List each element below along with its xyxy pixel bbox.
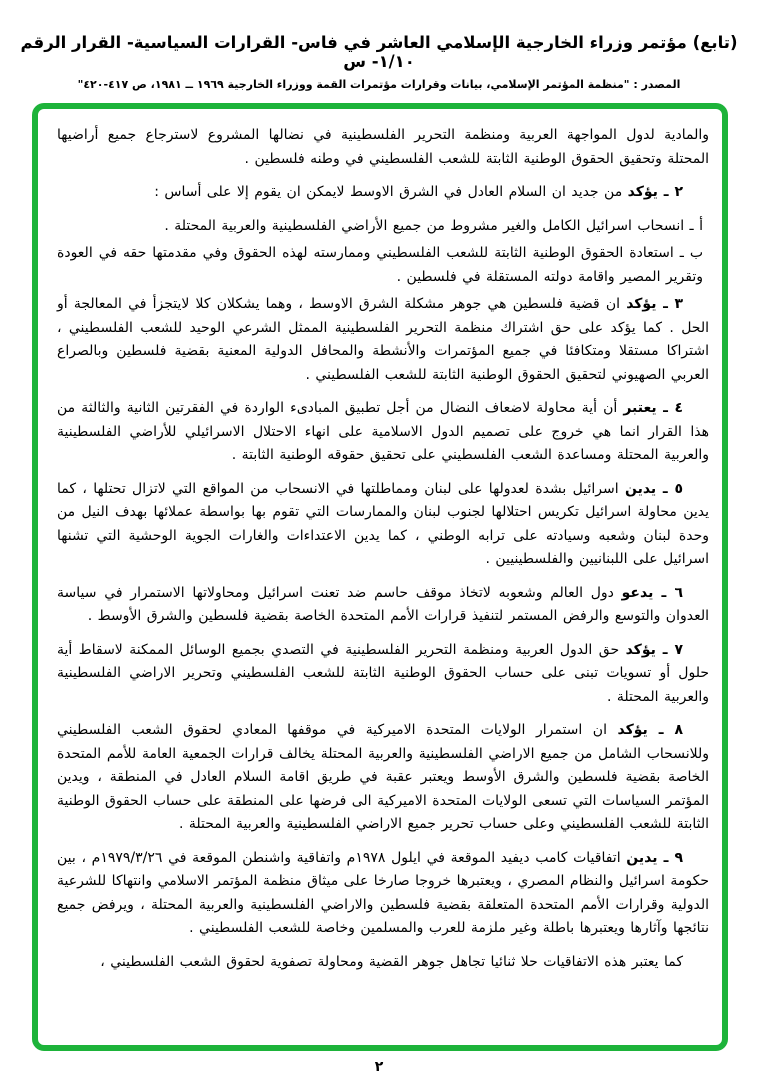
paragraph-lead: ٥ ـ يدين: [624, 480, 684, 497]
paragraph-closing: [57, 951, 709, 975]
paragraph-text: ان استمرار الولايات المتحدة الاميركية في موقفها المعادي لحقوق الشعب الفلسطيني وللانسحاب الشامل من جميع الاراضي الفلسطينية والعربية المحتلة يخالف قرارات الجمعية العامة للأمم المتحدة الخاصة بقضية فلسطين والشرق الأوسط ويعتبر عقبة في طريق اقامة السلام العادل في المنطقة ، ويدين المؤتمر السياسات التي تسعى الولايات المتحدة الاميركية الى فرضها على المنطقة على حساب الحقوق الوطنية الثابتة للشعب الفلسطيني وعلى حساب تحرير جميع الاراضي الفلسطينية والعربية المحتلة .: [57, 722, 709, 833]
paragraph-text: ب ـ استعادة الحقوق الوطنية الثابتة للشعب الفلسطيني وممارسته لهذه الحقوق وفي مقدمتها حقه في العودة وتقرير المصير واقامة دولته المستقلة في فلسطين .: [57, 245, 703, 285]
paragraph-lead: ٦ ـ يدعو: [621, 584, 683, 601]
paragraph-text: والمادية لدول المواجهة العربية ومنظمة التحرير الفلسطينية في نضالها المشروع لاسترجاع جميع أراضيها المحتلة وتحقيق الحقوق الوطنية الثابتة للشعب الفلسطيني في وطنه فلسطين .: [57, 127, 709, 167]
paragraph-clause-8: [57, 719, 709, 837]
page-header: [0, 0, 758, 91]
paragraph-clause-3: [57, 293, 709, 387]
paragraph-lead: ٨ ـ يؤكد: [617, 722, 684, 739]
source-citation: المصدر : "منظمة المؤتمر الإسلامي، بيانات وقرارات مؤتمرات القمة ووزراء الخارجية ١٩٦٩ ــ ١٩٨١، ص ٤١٧-٤٢٠": [77, 78, 681, 91]
paragraph-text: أن أية محاولة لاضعاف النضال من أجل تطبيق المبادىء الواردة في الفقرتين الثانية والثالثة من هذا القرار انما هي خروج على تصميم الدول الاسلامية على انهاء الاحتلال الاسرائيلي للأراضي الفلسطينية والعربية المحتلة ومساعدة الشعب الفلسطيني على تحقيق حقوقه الوطنية الثابتة .: [57, 400, 709, 464]
paragraph-text: دول العالم وشعوبه لاتخاذ موقف حاسم ضد تعنت اسرائيل ومحاولاتها الاستمرار في سياسة العدوان والتوسع والرفض المستمر لتنفيذ قرارات الأمم المتحدة الخاصة بقضية فلسطين والشرق الأوسط .: [57, 584, 709, 625]
paragraph-text: من جديد ان السلام العادل في الشرق الاوسط لايمكن ان يقوم إلا على أساس :: [154, 184, 623, 201]
paragraph-text: أ ـ انسحاب اسرائيل الكامل والغير مشروط من جميع الأراضي الفلسطينية والعربية المحتلة .: [164, 217, 703, 234]
paragraph-clause-9: [57, 847, 709, 941]
paragraph-lead: ٤ ـ يعتبر: [623, 400, 683, 417]
page-footer: [0, 1059, 758, 1075]
paragraph-clause-5: [57, 478, 709, 572]
paragraph-text: حق الدول العربية ومنظمة التحرير الفلسطينية في التصدي بجميع الوسائل الممكنة لاسقاط أية حلول أو تسويات تبنى على حساب الحقوق الوطنية الثابتة للشعب الفلسطيني وتحرير الاراضي الفلسطينية والعربية المحتلة .: [57, 641, 709, 705]
paragraph-text: اتفاقيات كامب ديفيد الموقعة في ايلول ١٩٧٨م واتفاقية واشنطن الموقعة في ١٩٧٩/٣/٢٦م ، بين حكومة اسرائيل والنظام المصري ، ويعتبرها خروجا صارخا على ميثاق منظمة المؤتمر الاسلامي وانتهاكا للشرعية الدولية وقرارات الأمم المتحدة المتعلقة بقضية فلسطين والاراضي الفلسطينية والعربية المحتلة ، ويرفض جميع نتائجها وآثارها ويعتبرها باطلة وغير ملزمة للعرب والمسلمين وخاصة للشعب الفلسطيني .: [57, 849, 709, 937]
page-number: ٢: [374, 1059, 384, 1075]
paragraph-lead: ٧ ـ يؤكد: [625, 641, 684, 658]
paragraph-lead: ٢ ـ يؤكد: [627, 184, 683, 201]
paragraph-text: ان قضية فلسطين هي جوهر مشكلة الشرق الاوسط ، وهما يشكلان كلا لايتجزأ في المعالجة أو الحل . كما يؤكد على حق اشتراك منظمة التحرير الفلسطينية الممثل الشرعي الوحيد للشعب الفلسطيني ، اشتراكا مستقلا ومتكافئا في جميع المؤتمرات والأنشطة والمحافل الدولية المعنية بقضية فلسطين وبالصراع العربي الصهيوني لتحقيق الحقوق الوطنية الثابتة للشعب الفلسطيني .: [57, 296, 709, 383]
paragraph-clause-6: [57, 582, 709, 629]
document-title: (تابع) مؤتمر وزراء الخارجية الإسلامي العاشر في فاس- القرارات السياسية- القرار الرقم ١/١٠- س: [20, 33, 738, 71]
paragraph-clause-2b: [57, 242, 703, 289]
paragraph-clause-4: [57, 397, 709, 468]
paragraph-clause-2a: [57, 215, 703, 239]
paragraph-clause-7: [57, 639, 709, 710]
paragraph-text: اسرائيل بشدة لعدولها على لبنان ومماطلتها في الانسحاب من المواقع التي لاتزال تحتلها ، كما يدين محاولة اسرائيل تكريس احتلالها لجنوب لبنان والممارسات التي تقوم بها بواسطة عملائها بهدف النيل من وحدة لبنان وشعبه وسيادته على ترابه الوطني ، كما يدين الاعتداءات والغارات الجوية الوحشية التي تشنها اسرائيل على اللبنانيين والفلسطينيين .: [57, 480, 709, 568]
paragraph-continuation: [57, 124, 709, 171]
bordered-content-box: [32, 103, 728, 1051]
paragraph-text: كما يعتبر هذه الاتفاقيات حلا ثنائيا تجاهل جوهر القضية ومحاولة تصفوية لحقوق الشعب الفلسطيني ،: [100, 953, 683, 970]
paragraph-lead: ٩ ـ يدين: [626, 849, 684, 866]
paragraph-clause-2: [57, 181, 709, 205]
paragraph-lead: ٣ ـ يؤكد: [626, 296, 684, 313]
